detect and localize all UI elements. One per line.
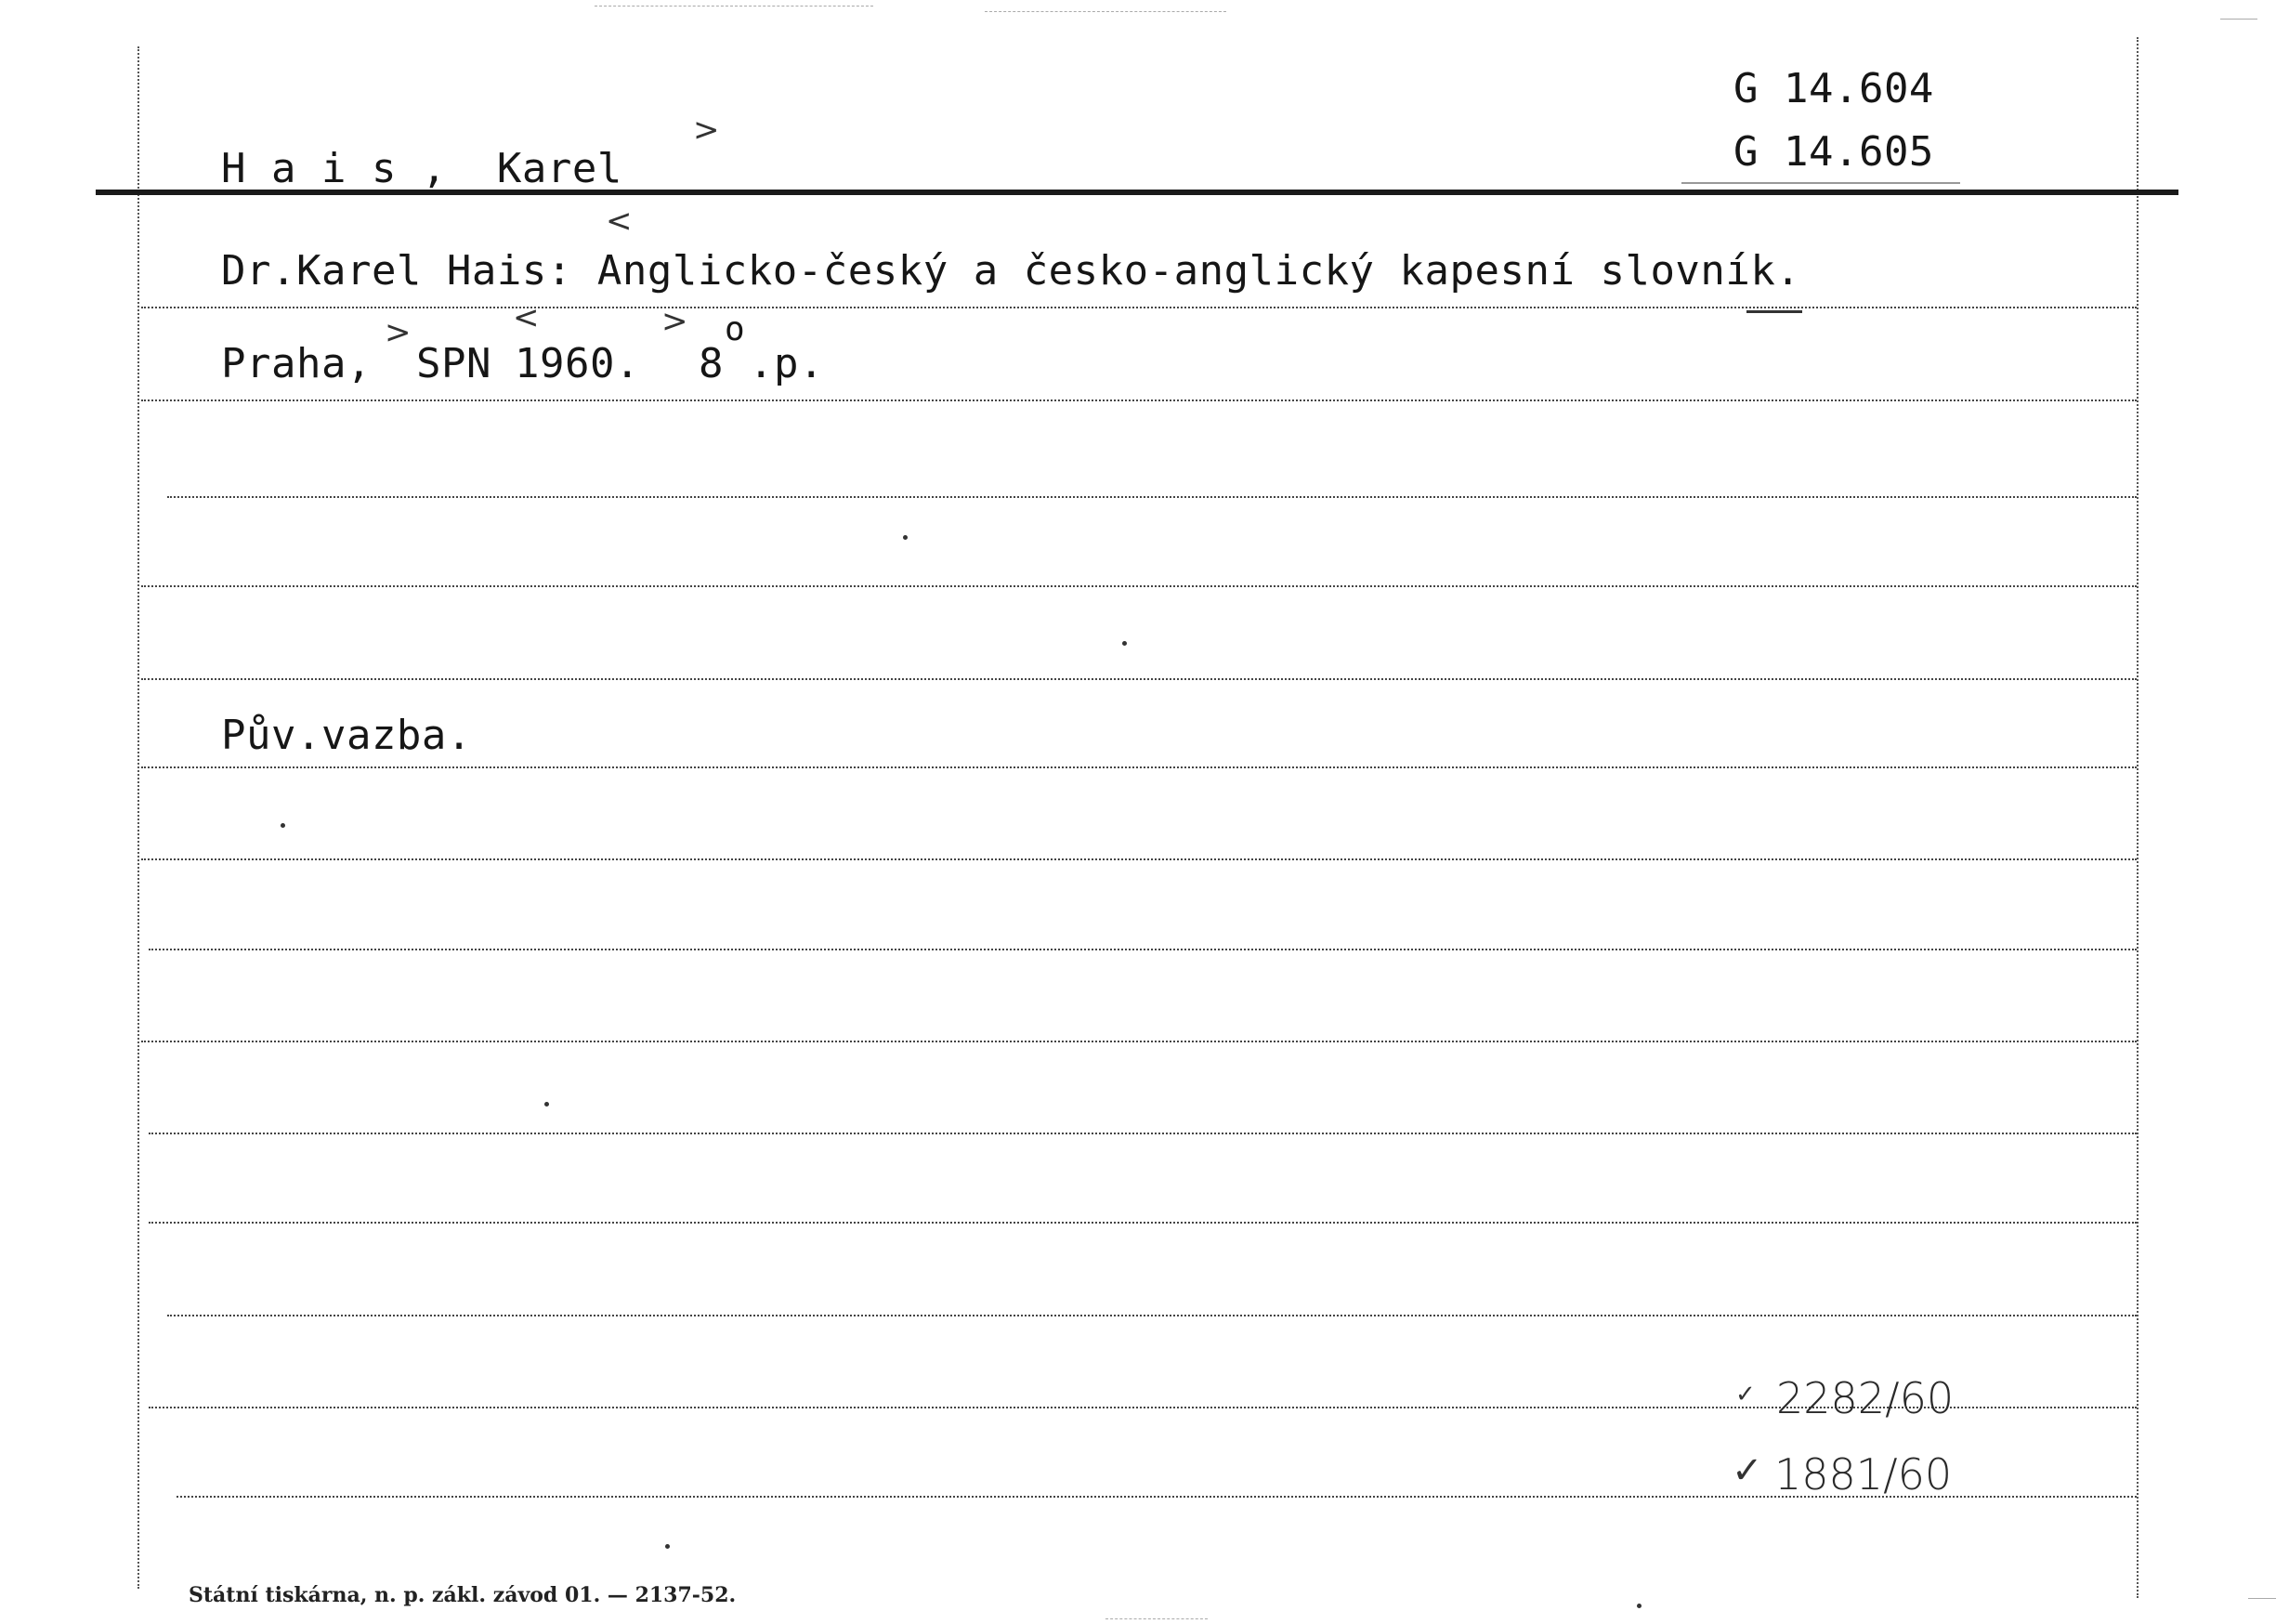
scan-dash (595, 6, 873, 7)
scan-speck (281, 823, 285, 828)
imprint-format-suffix: .p. (749, 340, 824, 387)
proofing-mark: > (385, 314, 412, 351)
ruled-line (167, 1315, 2137, 1316)
ruled-line (141, 307, 2137, 308)
ruled-line (141, 1041, 2137, 1042)
author-heading: H a i s , Karel (221, 145, 622, 192)
accession-number: 1881/60 (1774, 1449, 1953, 1500)
scan-speck (903, 535, 908, 540)
scan-dash (2248, 1598, 2276, 1599)
imprint-format-degree: o (725, 310, 746, 348)
check-mark: ✓ (1732, 1449, 1763, 1492)
scan-speck (665, 1544, 670, 1549)
left-border (137, 46, 139, 1589)
call-number-underline (1681, 182, 1960, 184)
proofing-mark: < (606, 203, 633, 240)
call-number: G 14.605 (1733, 128, 1934, 176)
ruled-line (149, 1222, 2137, 1224)
ruled-line (141, 399, 2137, 401)
scan-speck (1637, 1604, 1642, 1608)
accession-number: 2282/60 (1776, 1373, 1955, 1423)
title-underline-mark (1746, 310, 1802, 313)
proofing-mark: > (693, 111, 720, 149)
imprint-publisher: SPN (416, 340, 491, 387)
printer-imprint: Státní tiskárna, n. p. zákl. závod 01. — 2137-52. (189, 1583, 737, 1607)
ruled-line (141, 678, 2137, 680)
ruled-line (167, 496, 2137, 498)
imprint-place: Praha, (221, 340, 372, 387)
scan-speck (544, 1102, 549, 1107)
title-statement: Dr.Karel Hais: Anglicko-český a česko-anglický kapesní slovník. (221, 247, 1801, 295)
binding-note: Pův.vazba. (221, 712, 472, 759)
ruled-line (149, 1133, 2137, 1134)
proofing-mark: < (513, 299, 540, 336)
ruled-line (149, 949, 2137, 950)
check-mark: ✓ (1735, 1381, 1756, 1408)
ruled-line (141, 858, 2137, 860)
scan-dash (1105, 1618, 1208, 1619)
scan-dash (2220, 19, 2257, 20)
ruled-line (141, 766, 2137, 768)
ruled-line (141, 585, 2137, 587)
scan-speck (1122, 641, 1127, 646)
proofing-mark: > (661, 303, 688, 340)
imprint-format: 8 (699, 340, 724, 387)
scan-dash (985, 11, 1226, 12)
right-border (2137, 37, 2139, 1598)
call-number: G 14.604 (1733, 65, 1934, 112)
imprint-year: 1960. (515, 340, 640, 387)
